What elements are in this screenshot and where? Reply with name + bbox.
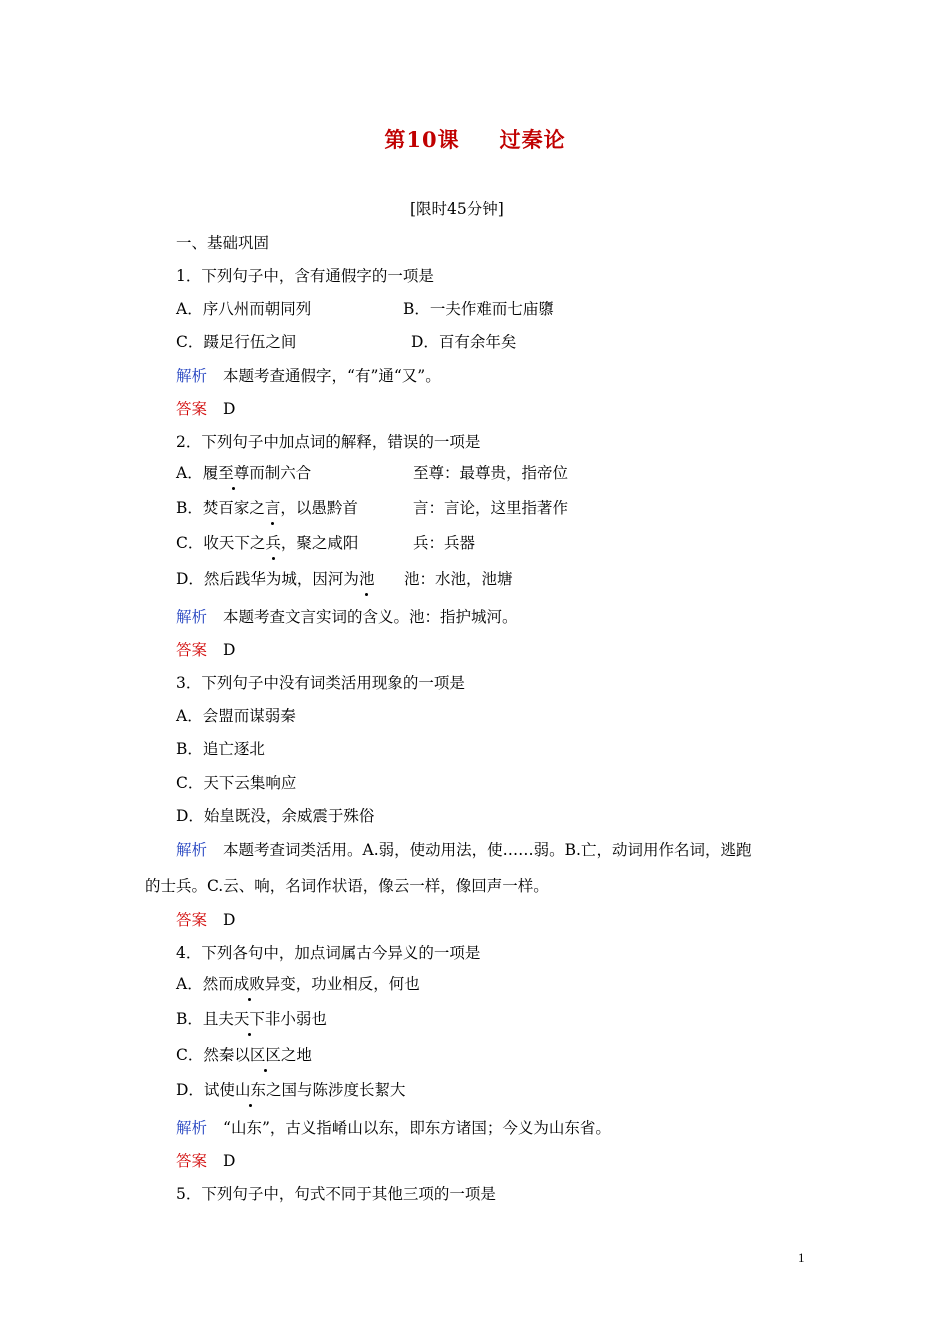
q2-option-a: A．履至尊而制六合: [176, 464, 312, 482]
q1-answer: [176, 399, 235, 419]
lesson-number: 第10课: [384, 127, 460, 152]
dotted-word: 区区: [249, 1046, 281, 1064]
analysis-label: 解析: [176, 1119, 208, 1137]
dotted-word: 至尊: [218, 464, 250, 482]
analysis-label: 解析: [176, 841, 208, 859]
time-limit: [限时45分钟]: [410, 200, 504, 218]
answer-value: D: [223, 641, 236, 659]
answer-label: 答案: [176, 1152, 208, 1170]
q1-analysis: [176, 366, 441, 386]
q3-option-a: A．会盟而谋弱秦: [176, 707, 296, 725]
q2-stem: 2．下列句子中加点词的解释，错误的一项是: [176, 433, 481, 451]
q4-option-c: C．然秦以区区之地: [176, 1046, 312, 1064]
q2-gloss-a: 至尊：最尊贵，指帝位: [413, 464, 569, 482]
answer-value: D: [223, 400, 236, 418]
analysis-label: 解析: [176, 608, 208, 626]
q2-gloss-b: 言：言论，这里指著作: [413, 499, 569, 517]
q4-stem: 4．下列各句中，加点词属古今异义的一项是: [176, 944, 481, 962]
q2-gloss-d: 池：水池，池塘: [404, 570, 513, 588]
q4-option-d: D．试使山东之国与陈涉度长絜大: [176, 1081, 406, 1099]
q2-option-d: D．然后践华为城，因河为池: [176, 570, 375, 588]
dotted-word: 池: [358, 570, 375, 588]
q2-analysis: [176, 607, 518, 627]
q1-option-c: C．蹑足行伍之间: [176, 333, 297, 351]
answer-label: 答案: [176, 400, 208, 418]
section-heading: 一、基础巩固: [176, 234, 270, 252]
q3-analysis: [176, 840, 751, 860]
q2-option-b: B．焚百家之言，以愚黔首: [176, 499, 358, 517]
q4-analysis: [176, 1118, 611, 1138]
analysis-text: 本题考查通假字，“有”通“又”。: [223, 367, 441, 385]
q1-option-a: A．序八州而朝同列: [176, 300, 312, 318]
q3-analysis-cont: 的士兵。C.云、响，名词作状语，像云一样，像回声一样。: [145, 877, 549, 895]
q2-answer: [176, 640, 235, 660]
analysis-text: “山东”，古义指崤山以东，即东方诸国；今义为山东省。: [223, 1119, 611, 1137]
answer-value: D: [223, 1152, 236, 1170]
q4-option-b: B．且夫天下非小弱也: [176, 1010, 327, 1028]
q1-option-b: B．一夫作难而七庙隳: [403, 300, 554, 318]
dotted-word: 兵: [265, 534, 281, 552]
q3-option-b: B．追亡逐北: [176, 740, 265, 758]
lesson-name: 过秦论: [499, 127, 566, 152]
page-number: 1: [798, 1250, 805, 1265]
q1-stem: 1．下列句子中，含有通假字的一项是: [176, 267, 434, 285]
q4-option-a: A．然而成败异变，功业相反，何也: [176, 975, 420, 993]
answer-value: D: [223, 911, 236, 929]
q2-option-c: C．收天下之兵，聚之咸阳: [176, 534, 359, 552]
q3-answer: [176, 910, 235, 930]
q5-stem: 5．下列句子中，句式不同于其他三项的一项是: [176, 1185, 496, 1203]
dotted-word: 天下: [233, 1010, 265, 1028]
answer-label: 答案: [176, 911, 208, 929]
q3-option-c: C．天下云集响应: [176, 774, 297, 792]
dotted-word: 言: [264, 499, 281, 517]
answer-label: 答案: [176, 641, 208, 659]
q2-gloss-c: 兵：兵器: [413, 534, 476, 552]
q3-stem: 3．下列句子中没有词类活用现象的一项是: [176, 674, 465, 692]
q1-option-d: D．百有余年矣: [411, 333, 517, 351]
dotted-word: 成败: [233, 975, 265, 993]
analysis-label: 解析: [176, 367, 208, 385]
q3-option-d: D．始皇既没，余威震于殊俗: [176, 807, 375, 825]
dotted-word: 山东: [234, 1081, 266, 1099]
analysis-text: 本题考查词类活用。A.弱，使动用法，使……弱。B.亡，动词用作名词，逃跑: [223, 841, 752, 859]
q4-answer: [176, 1151, 235, 1171]
analysis-text: 本题考查文言实词的含义。池：指护城河。: [223, 608, 518, 626]
page-title: [0, 124, 950, 154]
